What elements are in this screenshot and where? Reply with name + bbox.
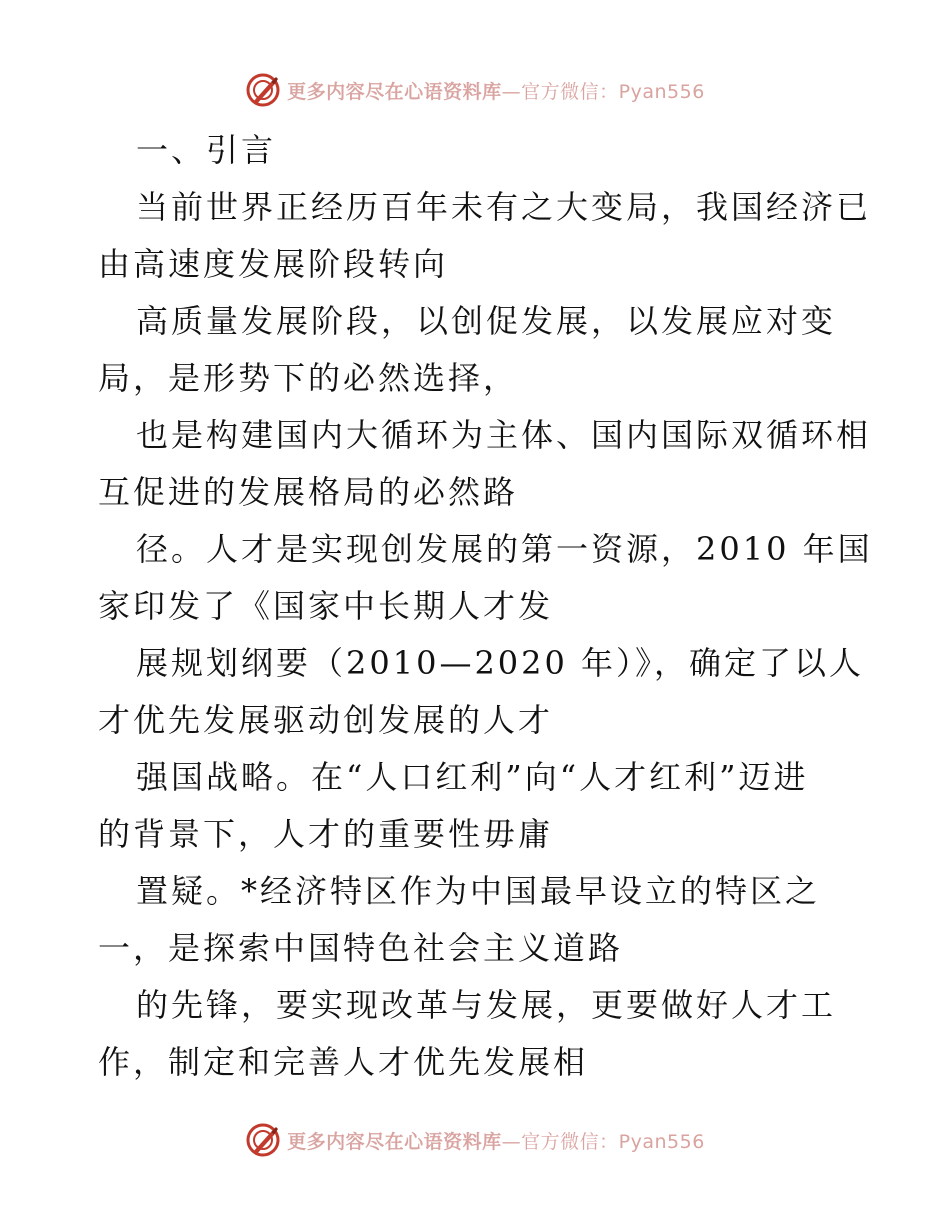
document-body [98,122,873,1091]
text-line: 置疑。*经济特区作为中国最早设立的特区之 [136,872,821,910]
watermark-contact: —官方微信：Pyan556 [501,80,705,103]
text-line: 的先锋，要实现改革与发展，更要做好人才工 [136,986,837,1024]
text-line: 高质量发展阶段，以创促发展，以发展应对变 [136,302,837,340]
watermark-text [287,1127,705,1154]
watermark-text [287,77,705,104]
text-line: 强国战略。在“人口红利”向“人才红利”迈进 [136,758,809,796]
text-line: 径。人才是实现创发展的第一资源，2010 年国 [136,530,873,568]
text-line: 一，是探索中国特色社会主义道路 [98,929,624,967]
text-line: 才优先发展驱动创发展的人才 [98,701,554,739]
text-line: 互促进的发展格局的必然路 [98,473,519,511]
text-line: 作，制定和完善人才优先发展相 [98,1043,589,1081]
text-line: 展规划纲要（2010—2020 年）》，确定了以人 [136,644,865,682]
pen-logo-icon [245,1122,281,1158]
text-line: 家印发了《国家中长期人才发 [98,587,554,625]
pen-logo-icon [245,72,281,108]
watermark-contact: —官方微信：Pyan556 [501,1130,705,1153]
text-line: 由高速度发展阶段转向 [98,245,449,283]
footer-watermark [0,1120,950,1160]
text-line: 也是构建国内大循环为主体、国内国际双循环相 [136,416,872,454]
text-line: 局，是形势下的必然选择， [98,359,519,397]
watermark-title: 更多内容尽在心语资料库 [287,80,502,103]
section-heading: 一、引言 [136,131,277,169]
header-watermark [0,70,950,110]
text-line: 的背景下，人才的重要性毋庸 [98,815,554,853]
watermark-title: 更多内容尽在心语资料库 [287,1130,502,1153]
text-line: 当前世界正经历百年未有之大变局，我国经济已 [136,188,872,226]
